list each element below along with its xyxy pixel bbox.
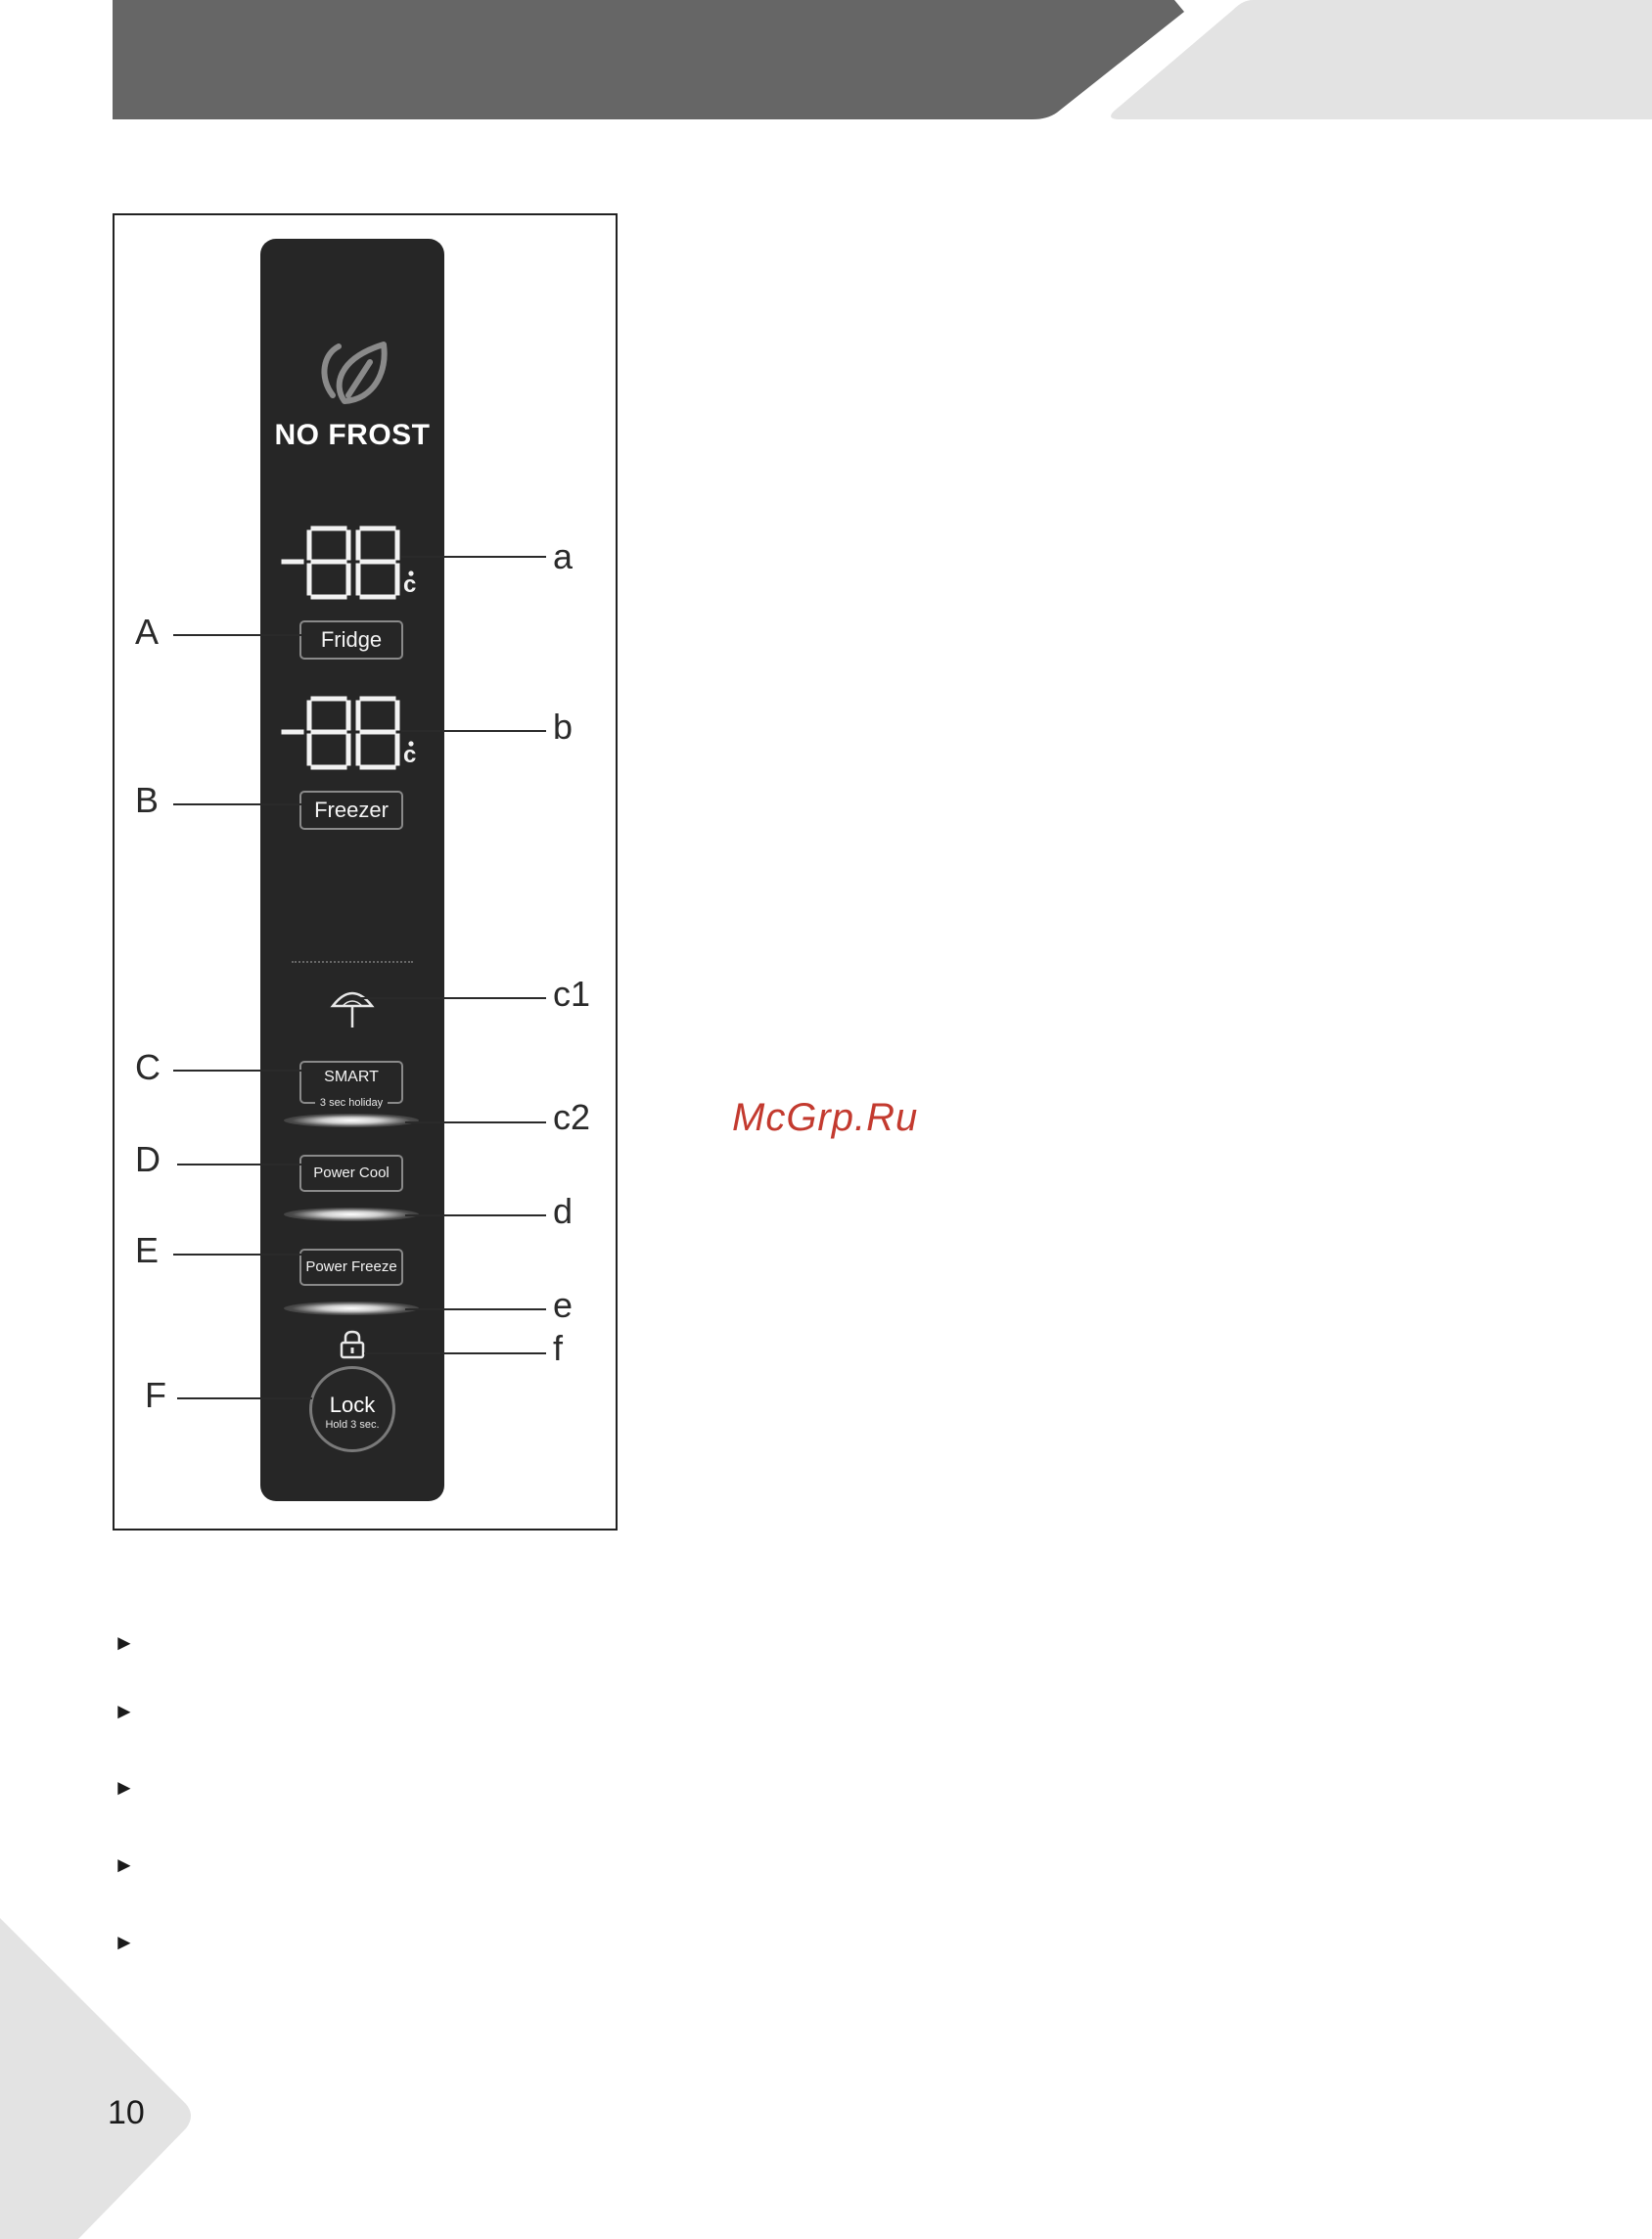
callout-line-C [173,1070,301,1072]
bullet-marker: ► [114,1630,135,1655]
callout-line-e [405,1308,546,1310]
callout-line-a [401,556,546,558]
power-freeze-button[interactable]: Power Freeze [299,1249,403,1286]
callout-label-f: f [553,1328,564,1368]
smart-holiday-hint: 3 sec holiday [315,1097,388,1109]
callout-line-b [401,730,546,732]
fridge-button[interactable]: Fridge [299,620,403,660]
lock-label: Lock [329,1393,376,1417]
power-cool-button[interactable]: Power Cool [299,1155,403,1192]
callout-line-f [364,1352,546,1354]
power-cool-indicator-light [284,1208,419,1221]
watermark-text: McGrp.Ru [732,1096,919,1139]
no-frost-label: NO FROST [274,419,431,451]
callout-label-E: E [135,1230,160,1270]
lock-hold-hint: Hold 3 sec. [325,1419,380,1431]
smart-button[interactable] [299,1061,403,1109]
bullet-marker: ► [114,1699,135,1723]
smart-indicator-light [284,1114,419,1127]
callout-label-c2: c2 [553,1097,591,1137]
bullet-marker: ► [114,1852,135,1877]
freezer-button[interactable]: Freezer [299,791,403,830]
callout-label-c1: c1 [553,974,591,1014]
panel-separator [292,961,413,963]
callout-line-E [173,1254,301,1256]
leaf-logo-icon [311,337,393,407]
power-freeze-indicator-light [284,1302,419,1315]
callout-label-F: F [145,1375,166,1415]
holiday-umbrella-icon [329,984,376,1031]
callout-label-b: b [553,707,574,747]
callout-label-e: e [553,1285,574,1325]
callout-label-D: D [135,1139,161,1179]
bullet-marker: ► [114,1775,135,1800]
bullet-marker: ► [114,1930,135,1954]
smart-label: SMART [324,1069,379,1085]
callout-label-C: C [135,1047,161,1087]
callout-line-A [173,634,301,636]
callout-line-c1 [352,997,546,999]
fridge-degree-unit: c [403,571,417,598]
callout-line-c2 [405,1121,546,1123]
callout-line-B [173,803,301,805]
callout-label-a: a [553,536,574,576]
lock-indicator-icon [339,1329,366,1360]
callout-line-D [177,1164,301,1165]
callout-label-B: B [135,780,160,820]
page-number: 10 [108,2094,145,2131]
callout-line-F [177,1397,312,1399]
callout-line-d [405,1214,546,1216]
callout-label-d: d [553,1191,574,1231]
callout-label-A: A [135,612,160,652]
freezer-degree-unit: c [403,742,417,768]
